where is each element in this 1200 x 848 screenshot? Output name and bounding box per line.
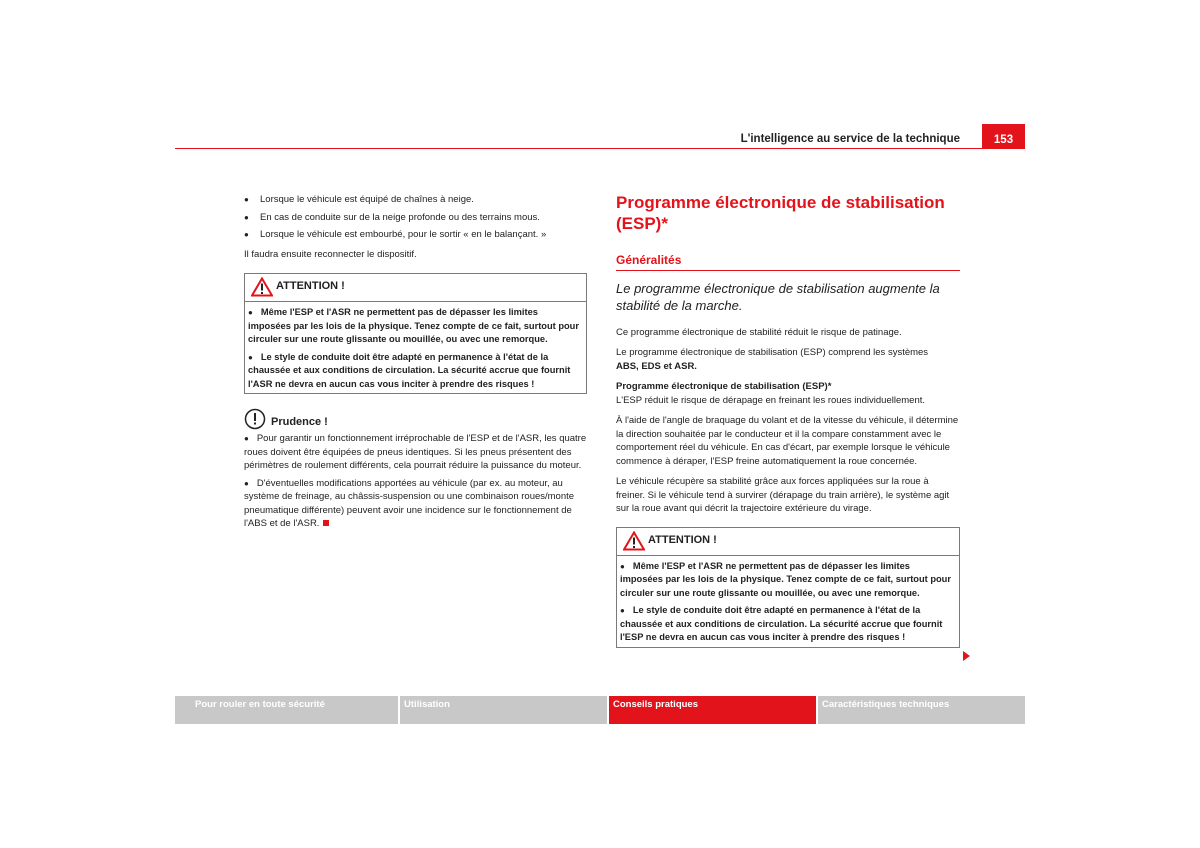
warning-item	[620, 604, 955, 645]
paragraph: Le véhicule récupère sa stabilité grâce aux forces appliquées sur la roue à freiner. Si le véhicule tend à survirer (dérapage du train arrière), le système agit sur la roue avant qui décrit la trajectoire extérieure du virage.	[616, 476, 950, 514]
bullet-icon: ●	[620, 606, 625, 615]
caution-body	[244, 432, 587, 531]
paragraph-text: Le programme électronique de stabilisation (ESP) comprend les systèmes	[616, 347, 929, 358]
warning-title: ATTENTION !	[276, 280, 345, 292]
page-number: 153	[982, 124, 1025, 149]
lead-paragraph: Le programme électronique de stabilisation augmente la stabilité de la marche.	[616, 280, 940, 313]
warning-item	[248, 306, 582, 347]
paragraph: À l'aide de l'angle de braquage du volant et de la vitesse du véhicule, il détermine la direction souhaitée par le conducteur et il la compare constamment avec le comportement réel du véhicule. En cas d'écart, par exemple lorsque le véhicule commence à déraper, l'ESP freine automatiquement la roue concernée.	[616, 415, 959, 467]
subsection-heading: Programme électronique de stabilisation (ESP)*	[616, 381, 832, 392]
warning-item	[620, 560, 955, 601]
left-column	[244, 193, 587, 531]
tab-safety[interactable]: Pour rouler en toute sécurité	[175, 696, 398, 724]
tab-operation[interactable]: Utilisation	[400, 696, 607, 724]
end-marker-icon	[323, 520, 329, 526]
caution-item	[244, 477, 587, 531]
warning-item-text: Même l'ESP et l'ASR ne permettent pas de dépasser les limites imposées par les lois de la physique. Tenez compte de ce fait, surtout pour circuler sur une route glissante ou mouillée, ou avec une remorque.	[620, 560, 951, 598]
running-header-title: L'intelligence au service de la technique	[740, 133, 960, 145]
warning-title: ATTENTION !	[648, 533, 717, 546]
paragraph: L'ESP réduit le risque de dérapage en freinant les roues individuellement.	[616, 394, 926, 406]
bullet-icon: ●	[248, 308, 253, 317]
paragraph	[616, 346, 960, 373]
warning-box	[244, 273, 587, 394]
list-item: ● Lorsque le véhicule est embourbé, pour le sortir « en le balançant. »	[244, 228, 587, 242]
warning-box	[616, 527, 960, 648]
section-subtitle: Généralités	[616, 254, 960, 271]
paragraph: Il faudra ensuite reconnecter le dispositif.	[244, 248, 417, 260]
section-title: Programme électronique de stabilisation (ESP)*	[616, 193, 945, 233]
tab-practical-tips[interactable]: Conseils pratiques	[609, 696, 816, 724]
caution-item-text: Pour garantir un fonctionnement irréprochable de l'ESP et de l'ASR, les quatre roues doivent être équipées de pneus identiques. Si les pneus présentent des périmètres de roulement différents, cela pourrait réduire la puissance du moteur.	[244, 433, 587, 471]
warning-item-text: Même l'ESP et l'ASR ne permettent pas de dépasser les limites imposées par les lois de la physique. Tenez compte de ce fait, surtout pour circuler sur une route glissante ou mouillée, ou avec une remorque.	[248, 307, 579, 344]
warning-body	[617, 556, 959, 647]
paragraph: Ce programme électronique de stabilité réduit le risque de patinage.	[616, 326, 902, 338]
paragraph-bold: ABS, EDS et ASR.	[616, 360, 697, 372]
caution-item	[244, 432, 587, 473]
caution-exclamation-icon	[244, 408, 266, 430]
warning-header	[617, 528, 959, 556]
bullet-icon: ●	[248, 352, 253, 362]
list-item: ● En cas de conduite sur de la neige profonde ou des terrains mous.	[244, 211, 587, 225]
warning-triangle-icon	[251, 277, 273, 297]
caution-header	[244, 408, 587, 430]
footer-nav	[175, 696, 1025, 724]
continue-arrow-icon	[963, 651, 970, 661]
warning-body	[245, 302, 586, 393]
bullet-icon: ●	[244, 478, 249, 488]
warning-item-text: Le style de conduite doit être adapté en permanence à l'état de la chaussée et aux conditions de circulation. La sécurité accrue que fournit l'ASR ne devra en aucun cas vous inciter à prendre des risques !	[248, 351, 571, 389]
warning-item-text: Le style de conduite doit être adapté en permanence à l'état de la chaussée et aux conditions de circulation. La sécurité accrue que fournit l'ESP ne devra en aucun cas vous inciter à prendre des risques !	[620, 605, 943, 642]
header-rule	[175, 148, 982, 149]
warning-item	[248, 351, 582, 392]
tab-technical-data[interactable]: Caractéristiques techniques	[818, 696, 1025, 724]
list-item: ● Lorsque le véhicule est équipé de chaînes à neige.	[244, 193, 587, 207]
bullet-icon: ●	[244, 434, 249, 443]
right-column	[616, 192, 960, 648]
warning-header	[245, 274, 586, 302]
caution-item-text: D'éventuelles modifications apportées au véhicule (par ex. au moteur, au système de freinage, au châssis-suspension ou une combinaison roues/monte pneumatique différente) peuvent avoir une incidence sur le fonctionnement de l'ABS et de l'ASR.	[244, 477, 575, 529]
bullet-icon: ●	[620, 561, 625, 571]
warning-triangle-icon	[623, 531, 645, 551]
caution-title: Prudence !	[271, 416, 328, 428]
